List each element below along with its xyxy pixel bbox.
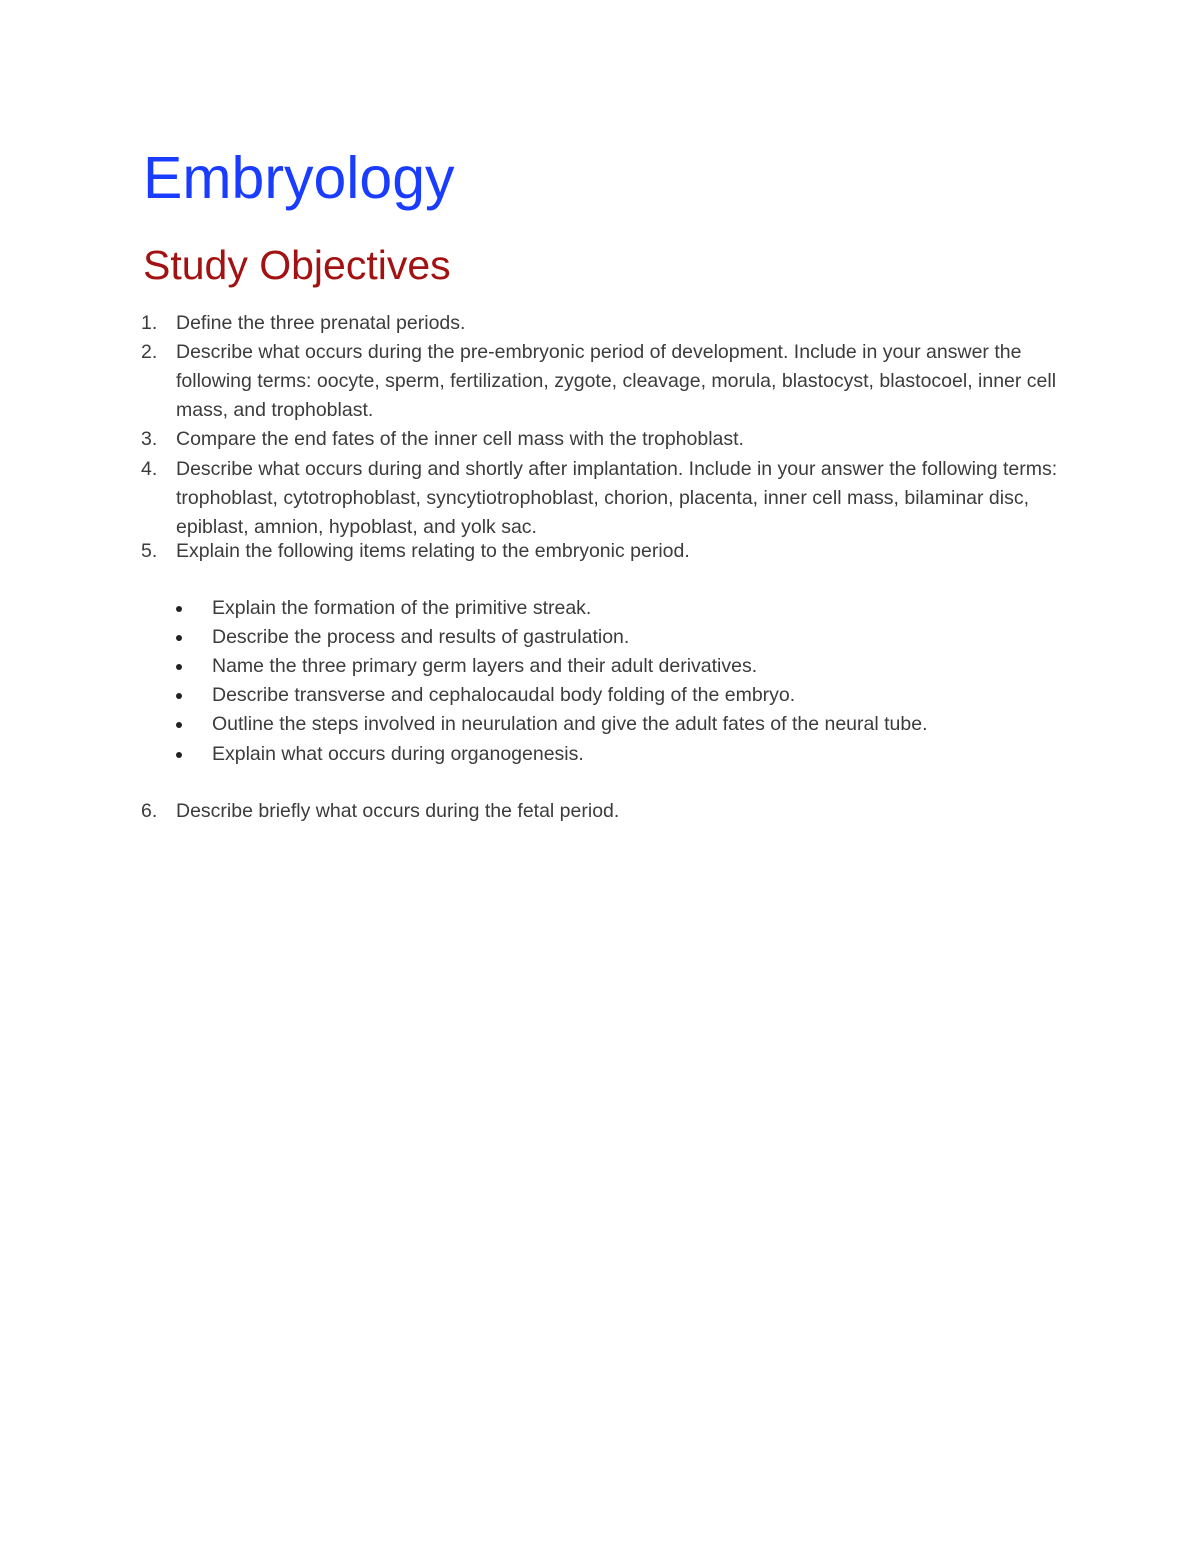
objective-item [141,797,1081,826]
objective-number: 3. [141,428,158,450]
list-item-text: Explain what occurs during organogenesis. [212,743,584,765]
list-item [172,594,1072,623]
list-item-text: Explain the formation of the primitive streak. [212,597,592,619]
bullet-icon [176,664,182,670]
section-heading: Study Objectives [143,242,451,288]
document-title: Embryology [143,145,455,211]
objective-number: 4. [141,458,158,480]
objective-text: Compare the end fates of the inner cell mass with the trophoblast. [176,428,744,450]
objective-text: Describe briefly what occurs during the fetal period. [176,800,620,822]
objective-item [141,425,1081,454]
objective-item [141,309,1081,338]
list-item [172,623,1072,652]
list-item-text: Describe the process and results of gastrulation. [212,626,630,648]
objective-number: 2. [141,341,158,363]
objective-number: 1. [141,312,158,334]
list-item [172,710,1072,739]
list-item-text: Outline the steps involved in neurulation and give the adult fates of the neural tube. [212,713,928,735]
objective-item [141,455,1081,542]
objective-text: Describe what occurs during and shortly after implantation. Include in your answer the following terms: trophoblast, cytotrophoblast, syncytiotrophoblast, chorion, placenta, inner cell mass, bilaminar disc, epiblast, amnion, hypoblast, and yolk sac. [176,458,1058,538]
objective-text: Define the three prenatal periods. [176,312,466,334]
bullet-icon [176,606,182,612]
bullet-icon [176,752,182,758]
list-item-text: Describe transverse and cephalocaudal body folding of the embryo. [212,684,796,706]
objective-number: 6. [141,800,158,822]
list-item-text: Name the three primary germ layers and their adult derivatives. [212,655,758,677]
objective-text: Describe what occurs during the pre-embryonic period of development. Include in your answer the following terms: oocyte, sperm, fertilization, zygote, cleavage, morula, blastocyst, blastocoel, inner cell mass, and trophoblast. [176,341,1057,421]
objective-text: Explain the following items relating to the embryonic period. [176,540,690,562]
list-item [172,740,1072,769]
objective-item [141,537,1081,566]
bullet-icon [176,693,182,699]
objective-number: 5. [141,540,158,562]
bullet-icon [176,722,182,728]
objective-item [141,338,1081,425]
bullet-icon [176,635,182,641]
list-item [172,652,1072,681]
list-item [172,681,1072,710]
